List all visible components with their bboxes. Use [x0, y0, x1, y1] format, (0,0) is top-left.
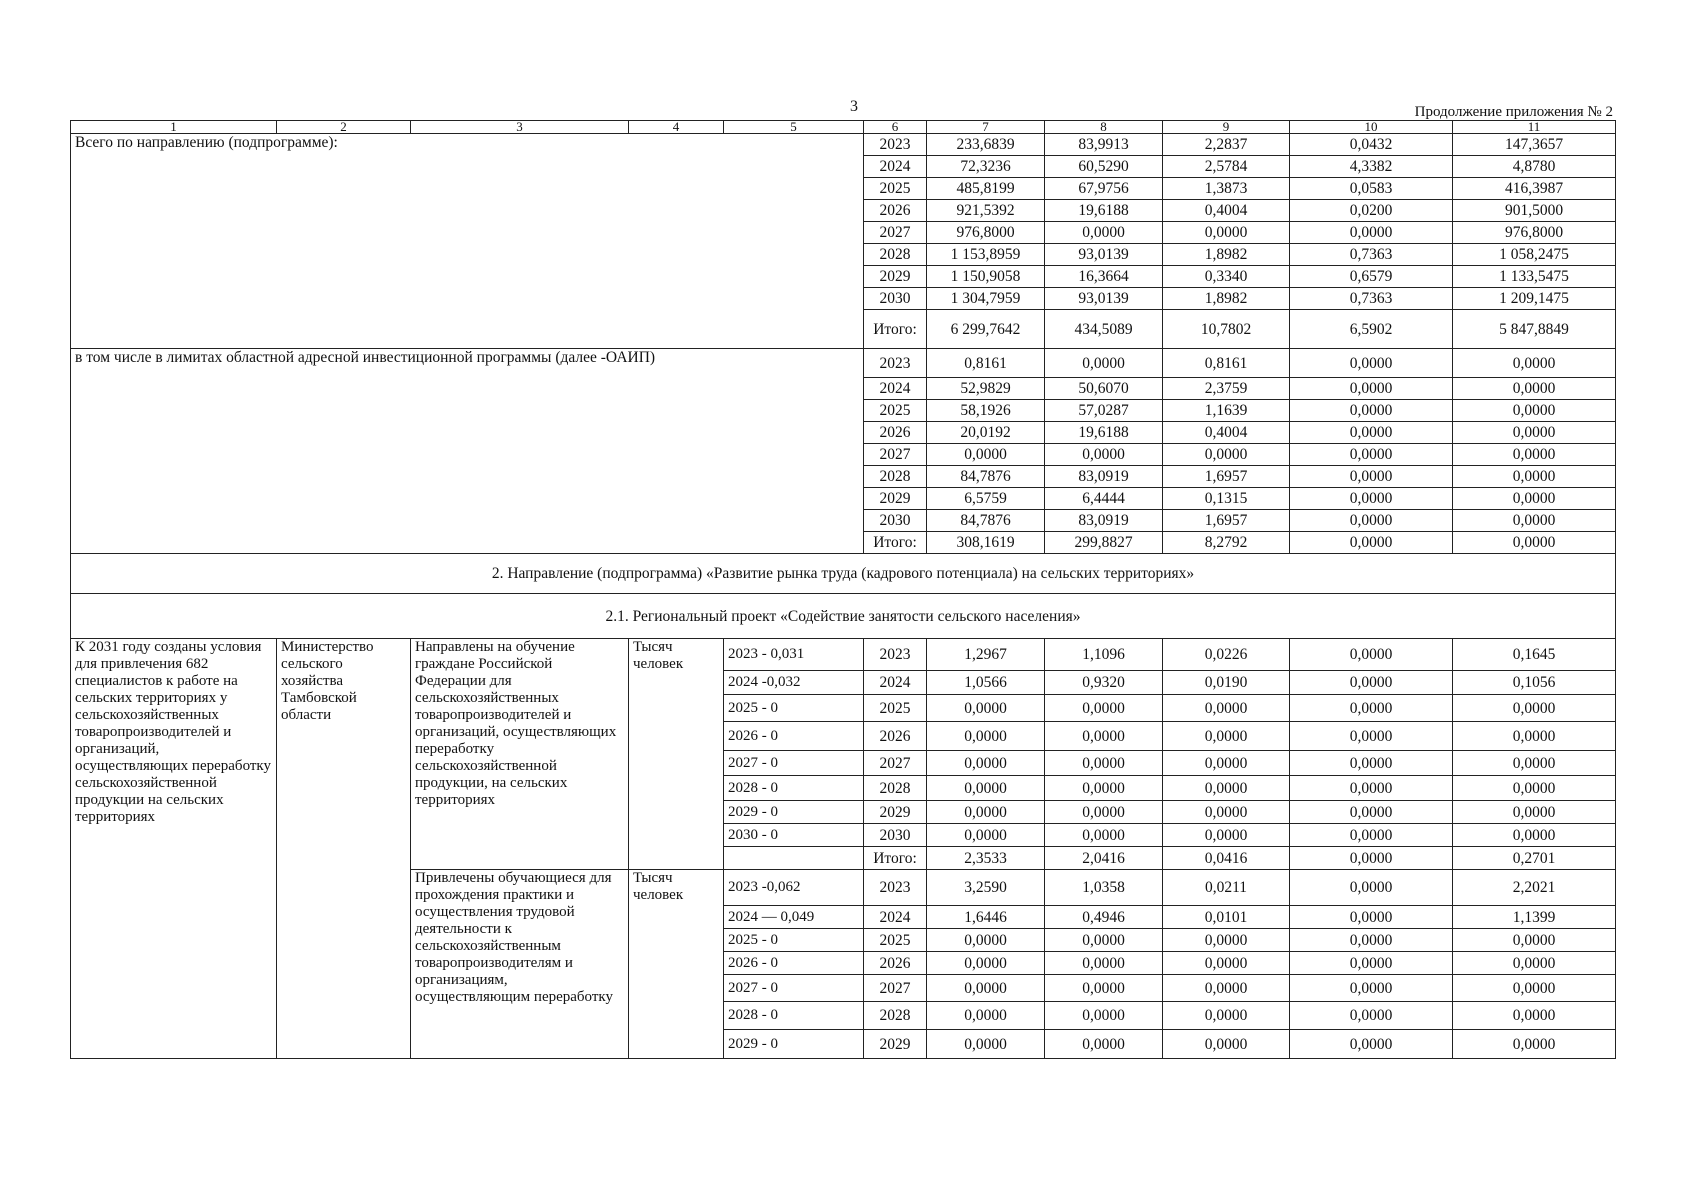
column-number-6: 6 [864, 121, 927, 134]
section-heading: 2. Направление (подпрограмма) «Развитие рынка труда (кадрового потенциала) на сельских территориях» [71, 554, 1616, 594]
value-cell: 0,6579 [1290, 266, 1453, 288]
year-cell: 2025 [864, 929, 927, 952]
value-cell: 0,0000 [1290, 400, 1453, 422]
indicator-cell: 2029 - 0 [724, 1030, 864, 1059]
value-cell: 0,0000 [1163, 722, 1290, 751]
value-cell: 921,5392 [927, 200, 1045, 222]
value-cell: 0,0000 [1290, 929, 1453, 952]
value-cell: 0,0000 [1163, 695, 1290, 722]
year-cell: 2027 [864, 751, 927, 776]
year-cell: 2029 [864, 801, 927, 824]
value-cell: 1,6957 [1163, 510, 1290, 532]
value-cell: 0,0000 [1290, 1030, 1453, 1059]
value-cell: 308,1619 [927, 532, 1045, 554]
value-cell: 84,7876 [927, 466, 1045, 488]
value-cell: 0,0200 [1290, 200, 1453, 222]
value-cell: 0,0000 [927, 751, 1045, 776]
value-cell: 976,8000 [1453, 222, 1616, 244]
value-cell: 3,2590 [927, 870, 1045, 906]
column-number-10: 10 [1290, 121, 1453, 134]
value-cell: 976,8000 [927, 222, 1045, 244]
value-cell: 0,0000 [1290, 488, 1453, 510]
indicator-cell: 2027 - 0 [724, 751, 864, 776]
column-number-11: 11 [1453, 121, 1616, 134]
value-cell: 0,0101 [1163, 906, 1290, 929]
value-cell: 1 150,9058 [927, 266, 1045, 288]
value-cell: 0,0000 [1045, 751, 1163, 776]
value-cell: 2,2021 [1453, 870, 1616, 906]
year-cell: 2024 [864, 156, 927, 178]
value-cell: 1,2967 [927, 639, 1045, 671]
indicator-cell: 2023 - 0,031 [724, 639, 864, 671]
value-cell: 0,8161 [927, 349, 1045, 378]
value-cell: 0,0000 [1045, 222, 1163, 244]
value-cell: 0,0000 [927, 929, 1045, 952]
value-cell: 0,4946 [1045, 906, 1163, 929]
column-number-7: 7 [927, 121, 1045, 134]
table-row [71, 349, 1616, 378]
value-cell: 0,0000 [1453, 722, 1616, 751]
goal-cell: К 2031 году созданы условия для привлечения 682 специалистов к работе на сельских территориях у сельскохозяйственных товаропроизводителей и организаций, осуществляющих переработку сельскохозяйственной продукции на сельских территориях [71, 639, 277, 1059]
column-number-1: 1 [71, 121, 277, 134]
value-cell: 1,6446 [927, 906, 1045, 929]
section-heading-row [71, 554, 1616, 594]
year-cell: 2029 [864, 266, 927, 288]
value-cell: 0,0000 [1290, 847, 1453, 870]
value-cell: 0,0000 [1453, 1002, 1616, 1030]
value-cell: 0,0000 [1045, 929, 1163, 952]
value-cell: 2,0416 [1045, 847, 1163, 870]
year-cell: 2030 [864, 824, 927, 847]
activity-name-cell: Направлены на обучение граждане Российской Федерации для сельскохозяйственных товаропроизводителей и организаций, осуществляющих переработку сельскохозяйственной продукции, на сельских территориях [411, 639, 629, 870]
value-cell: 60,5290 [1045, 156, 1163, 178]
value-cell: 0,0000 [1045, 695, 1163, 722]
year-cell: 2030 [864, 288, 927, 310]
value-cell: 0,0000 [927, 952, 1045, 975]
value-cell: 0,0000 [1045, 1030, 1163, 1059]
column-number-9: 9 [1163, 121, 1290, 134]
value-cell: 1,1399 [1453, 906, 1616, 929]
value-cell: 1 153,8959 [927, 244, 1045, 266]
total-section-label: Всего по направлению (подпрограмме): [71, 134, 864, 349]
year-cell: 2024 [864, 378, 927, 400]
value-cell: 0,0000 [1163, 751, 1290, 776]
year-cell: 2023 [864, 870, 927, 906]
value-cell: 1 058,2475 [1453, 244, 1616, 266]
value-cell: 0,0000 [1453, 695, 1616, 722]
value-cell: 0,0416 [1163, 847, 1290, 870]
responsible-cell: Министерство сельского хозяйства Тамбовской области [277, 639, 411, 1059]
year-cell: Итого: [864, 847, 927, 870]
column-number-row [71, 121, 1616, 134]
value-cell: 0,0000 [1453, 952, 1616, 975]
value-cell: 0,0000 [1290, 722, 1453, 751]
value-cell: 0,0000 [1453, 400, 1616, 422]
year-cell: 2025 [864, 178, 927, 200]
value-cell: 0,0000 [1045, 1002, 1163, 1030]
indicator-cell: 2026 - 0 [724, 722, 864, 751]
indicator-cell: 2026 - 0 [724, 952, 864, 975]
indicator-cell: 2030 - 0 [724, 824, 864, 847]
year-cell: 2029 [864, 1030, 927, 1059]
value-cell: 0,0000 [1163, 444, 1290, 466]
value-cell: 416,3987 [1453, 178, 1616, 200]
year-cell: 2028 [864, 1002, 927, 1030]
value-cell: 0,0000 [927, 801, 1045, 824]
year-cell: 2028 [864, 776, 927, 801]
value-cell: 0,0000 [1453, 349, 1616, 378]
value-cell: 1,0358 [1045, 870, 1163, 906]
indicator-cell: 2023 -0,062 [724, 870, 864, 906]
value-cell: 2,2837 [1163, 134, 1290, 156]
oaip-section-label: в том числе в лимитах областной адресной инвестиционной программы (далее -ОАИП) [71, 349, 864, 554]
year-cell: 2027 [864, 975, 927, 1002]
value-cell: 0,0000 [1045, 444, 1163, 466]
value-cell: 0,0000 [1045, 824, 1163, 847]
value-cell: 434,5089 [1045, 310, 1163, 349]
value-cell: 0,0000 [1290, 952, 1453, 975]
year-cell: 2028 [864, 244, 927, 266]
value-cell: 0,4004 [1163, 422, 1290, 444]
value-cell: 0,0000 [1290, 444, 1453, 466]
column-number-2: 2 [277, 121, 411, 134]
page-number: 3 [850, 98, 858, 115]
value-cell: 0,0000 [1453, 510, 1616, 532]
value-cell: 2,3759 [1163, 378, 1290, 400]
value-cell: 0,0000 [1453, 776, 1616, 801]
value-cell: 0,0000 [1290, 975, 1453, 1002]
value-cell: 0,0000 [1453, 751, 1616, 776]
value-cell: 0,0000 [927, 1002, 1045, 1030]
value-cell: 57,0287 [1045, 400, 1163, 422]
value-cell: 0,0000 [927, 824, 1045, 847]
value-cell: 0,0000 [1163, 1030, 1290, 1059]
value-cell: 0,0000 [1290, 751, 1453, 776]
value-cell: 0,0000 [1453, 422, 1616, 444]
year-cell: 2024 [864, 671, 927, 695]
year-cell: 2027 [864, 222, 927, 244]
value-cell: 0,1645 [1453, 639, 1616, 671]
value-cell: 0,0000 [1453, 801, 1616, 824]
value-cell: 5 847,8849 [1453, 310, 1616, 349]
year-cell: 2026 [864, 422, 927, 444]
value-cell: 0,0000 [1290, 695, 1453, 722]
value-cell: 20,0192 [927, 422, 1045, 444]
value-cell: 4,3382 [1290, 156, 1453, 178]
value-cell: 0,0000 [1453, 466, 1616, 488]
value-cell: 67,9756 [1045, 178, 1163, 200]
value-cell: 0,0000 [1290, 222, 1453, 244]
year-cell: 2027 [864, 444, 927, 466]
value-cell: 1,8982 [1163, 244, 1290, 266]
value-cell: 19,6188 [1045, 422, 1163, 444]
indicator-cell: 2028 - 0 [724, 776, 864, 801]
year-cell: 2030 [864, 510, 927, 532]
value-cell: 16,3664 [1045, 266, 1163, 288]
value-cell: 0,0583 [1290, 178, 1453, 200]
value-cell: 0,0000 [927, 444, 1045, 466]
year-cell: 2025 [864, 400, 927, 422]
year-cell: 2023 [864, 134, 927, 156]
value-cell: 6 299,7642 [927, 310, 1045, 349]
indicator-cell: 2025 - 0 [724, 695, 864, 722]
value-cell: 0,1056 [1453, 671, 1616, 695]
value-cell: 0,0000 [927, 1030, 1045, 1059]
value-cell: 0,4004 [1163, 200, 1290, 222]
year-cell: Итого: [864, 532, 927, 554]
value-cell: 8,2792 [1163, 532, 1290, 554]
value-cell: 0,0000 [1290, 466, 1453, 488]
value-cell: 1 133,5475 [1453, 266, 1616, 288]
value-cell: 1,1096 [1045, 639, 1163, 671]
value-cell: 233,6839 [927, 134, 1045, 156]
value-cell: 299,8827 [1045, 532, 1163, 554]
value-cell: 6,4444 [1045, 488, 1163, 510]
value-cell: 901,5000 [1453, 200, 1616, 222]
value-cell: 0,0000 [1290, 510, 1453, 532]
value-cell: 0,0000 [1290, 639, 1453, 671]
year-cell: 2025 [864, 695, 927, 722]
year-cell: 2023 [864, 639, 927, 671]
value-cell: 1,3873 [1163, 178, 1290, 200]
value-cell: 0,3340 [1163, 266, 1290, 288]
year-cell: 2029 [864, 488, 927, 510]
value-cell: 0,0000 [1453, 929, 1616, 952]
value-cell: 1,1639 [1163, 400, 1290, 422]
value-cell: 0,0000 [1045, 952, 1163, 975]
year-cell: 2026 [864, 722, 927, 751]
value-cell: 1 304,7959 [927, 288, 1045, 310]
value-cell: 0,0000 [1453, 824, 1616, 847]
activity-name-cell: Привлечены обучающиеся для прохождения практики и осуществления трудовой деятельности к сельскохозяйственным товаропроизводителям и организациям, осуществляющим переработку [411, 870, 629, 1059]
value-cell: 0,0000 [1290, 824, 1453, 847]
indicator-cell: 2024 — 0,049 [724, 906, 864, 929]
value-cell: 0,0000 [1290, 532, 1453, 554]
value-cell: 50,6070 [1045, 378, 1163, 400]
value-cell: 0,0000 [1290, 422, 1453, 444]
value-cell: 0,0000 [927, 722, 1045, 751]
value-cell: 1,6957 [1163, 466, 1290, 488]
value-cell: 0,0000 [1453, 532, 1616, 554]
value-cell: 0,1315 [1163, 488, 1290, 510]
year-cell: Итого: [864, 310, 927, 349]
year-cell: 2026 [864, 952, 927, 975]
value-cell: 0,8161 [1163, 349, 1290, 378]
value-cell: 0,0432 [1290, 134, 1453, 156]
value-cell: 6,5902 [1290, 310, 1453, 349]
project-heading: 2.1. Региональный проект «Содействие занятости сельского населения» [71, 594, 1616, 639]
continuation-note: Продолжение приложения № 2 [1414, 104, 1613, 120]
value-cell: 83,9913 [1045, 134, 1163, 156]
value-cell: 0,0000 [1290, 378, 1453, 400]
year-cell: 2026 [864, 200, 927, 222]
value-cell: 0,0000 [1453, 444, 1616, 466]
value-cell: 2,3533 [927, 847, 1045, 870]
value-cell: 0,0000 [1290, 801, 1453, 824]
value-cell: 0,0000 [1045, 349, 1163, 378]
year-cell: 2028 [864, 466, 927, 488]
value-cell: 0,0000 [1163, 929, 1290, 952]
value-cell: 72,3236 [927, 156, 1045, 178]
value-cell: 0,0000 [1163, 776, 1290, 801]
value-cell: 0,0000 [1290, 1002, 1453, 1030]
column-number-3: 3 [411, 121, 629, 134]
column-number-4: 4 [629, 121, 724, 134]
value-cell: 0,0000 [1290, 776, 1453, 801]
value-cell: 58,1926 [927, 400, 1045, 422]
value-cell: 0,7363 [1290, 288, 1453, 310]
value-cell: 0,0000 [1045, 776, 1163, 801]
value-cell: 0,0000 [1290, 906, 1453, 929]
value-cell: 0,7363 [1290, 244, 1453, 266]
unit-cell: Тысяч человек [629, 870, 724, 1059]
indicator-cell: 2027 - 0 [724, 975, 864, 1002]
value-cell: 0,0000 [1290, 870, 1453, 906]
value-cell: 0,0000 [1453, 378, 1616, 400]
column-number-8: 8 [1045, 121, 1163, 134]
value-cell: 2,5784 [1163, 156, 1290, 178]
value-cell: 0,0000 [1045, 722, 1163, 751]
value-cell: 84,7876 [927, 510, 1045, 532]
project-heading-row [71, 594, 1616, 639]
value-cell: 0,0000 [927, 776, 1045, 801]
value-cell: 52,9829 [927, 378, 1045, 400]
table-body [71, 121, 1616, 1059]
value-cell: 147,3657 [1453, 134, 1616, 156]
indicator-cell: 2029 - 0 [724, 801, 864, 824]
value-cell: 93,0139 [1045, 244, 1163, 266]
value-cell: 0,0000 [1163, 1002, 1290, 1030]
indicator-cell [724, 847, 864, 870]
value-cell: 0,0000 [1453, 488, 1616, 510]
value-cell: 6,5759 [927, 488, 1045, 510]
value-cell: 1,8982 [1163, 288, 1290, 310]
value-cell: 0,0000 [1453, 1030, 1616, 1059]
value-cell: 0,9320 [1045, 671, 1163, 695]
funding-table [70, 120, 1616, 1059]
value-cell: 19,6188 [1045, 200, 1163, 222]
indicator-cell: 2025 - 0 [724, 929, 864, 952]
value-cell: 0,0000 [1163, 824, 1290, 847]
value-cell: 83,0919 [1045, 466, 1163, 488]
value-cell: 1,0566 [927, 671, 1045, 695]
value-cell: 0,0000 [1163, 952, 1290, 975]
value-cell: 0,0000 [1163, 801, 1290, 824]
value-cell: 485,8199 [927, 178, 1045, 200]
year-cell: 2024 [864, 906, 927, 929]
table-row [71, 639, 1616, 671]
value-cell: 0,0000 [1290, 349, 1453, 378]
value-cell: 93,0139 [1045, 288, 1163, 310]
table-row [71, 134, 1616, 156]
value-cell: 0,0000 [1163, 222, 1290, 244]
value-cell: 0,0000 [1290, 671, 1453, 695]
value-cell: 0,0000 [1045, 801, 1163, 824]
value-cell: 0,0000 [927, 695, 1045, 722]
value-cell: 0,0000 [1045, 975, 1163, 1002]
indicator-cell: 2028 - 0 [724, 1002, 864, 1030]
indicator-cell: 2024 -0,032 [724, 671, 864, 695]
value-cell: 0,0211 [1163, 870, 1290, 906]
value-cell: 0,0000 [927, 975, 1045, 1002]
value-cell: 0,2701 [1453, 847, 1616, 870]
value-cell: 0,0190 [1163, 671, 1290, 695]
year-cell: 2023 [864, 349, 927, 378]
value-cell: 0,0000 [1163, 975, 1290, 1002]
unit-cell: Тысяч человек [629, 639, 724, 870]
value-cell: 0,0000 [1453, 975, 1616, 1002]
value-cell: 1 209,1475 [1453, 288, 1616, 310]
column-number-5: 5 [724, 121, 864, 134]
value-cell: 0,0226 [1163, 639, 1290, 671]
value-cell: 4,8780 [1453, 156, 1616, 178]
value-cell: 10,7802 [1163, 310, 1290, 349]
value-cell: 83,0919 [1045, 510, 1163, 532]
